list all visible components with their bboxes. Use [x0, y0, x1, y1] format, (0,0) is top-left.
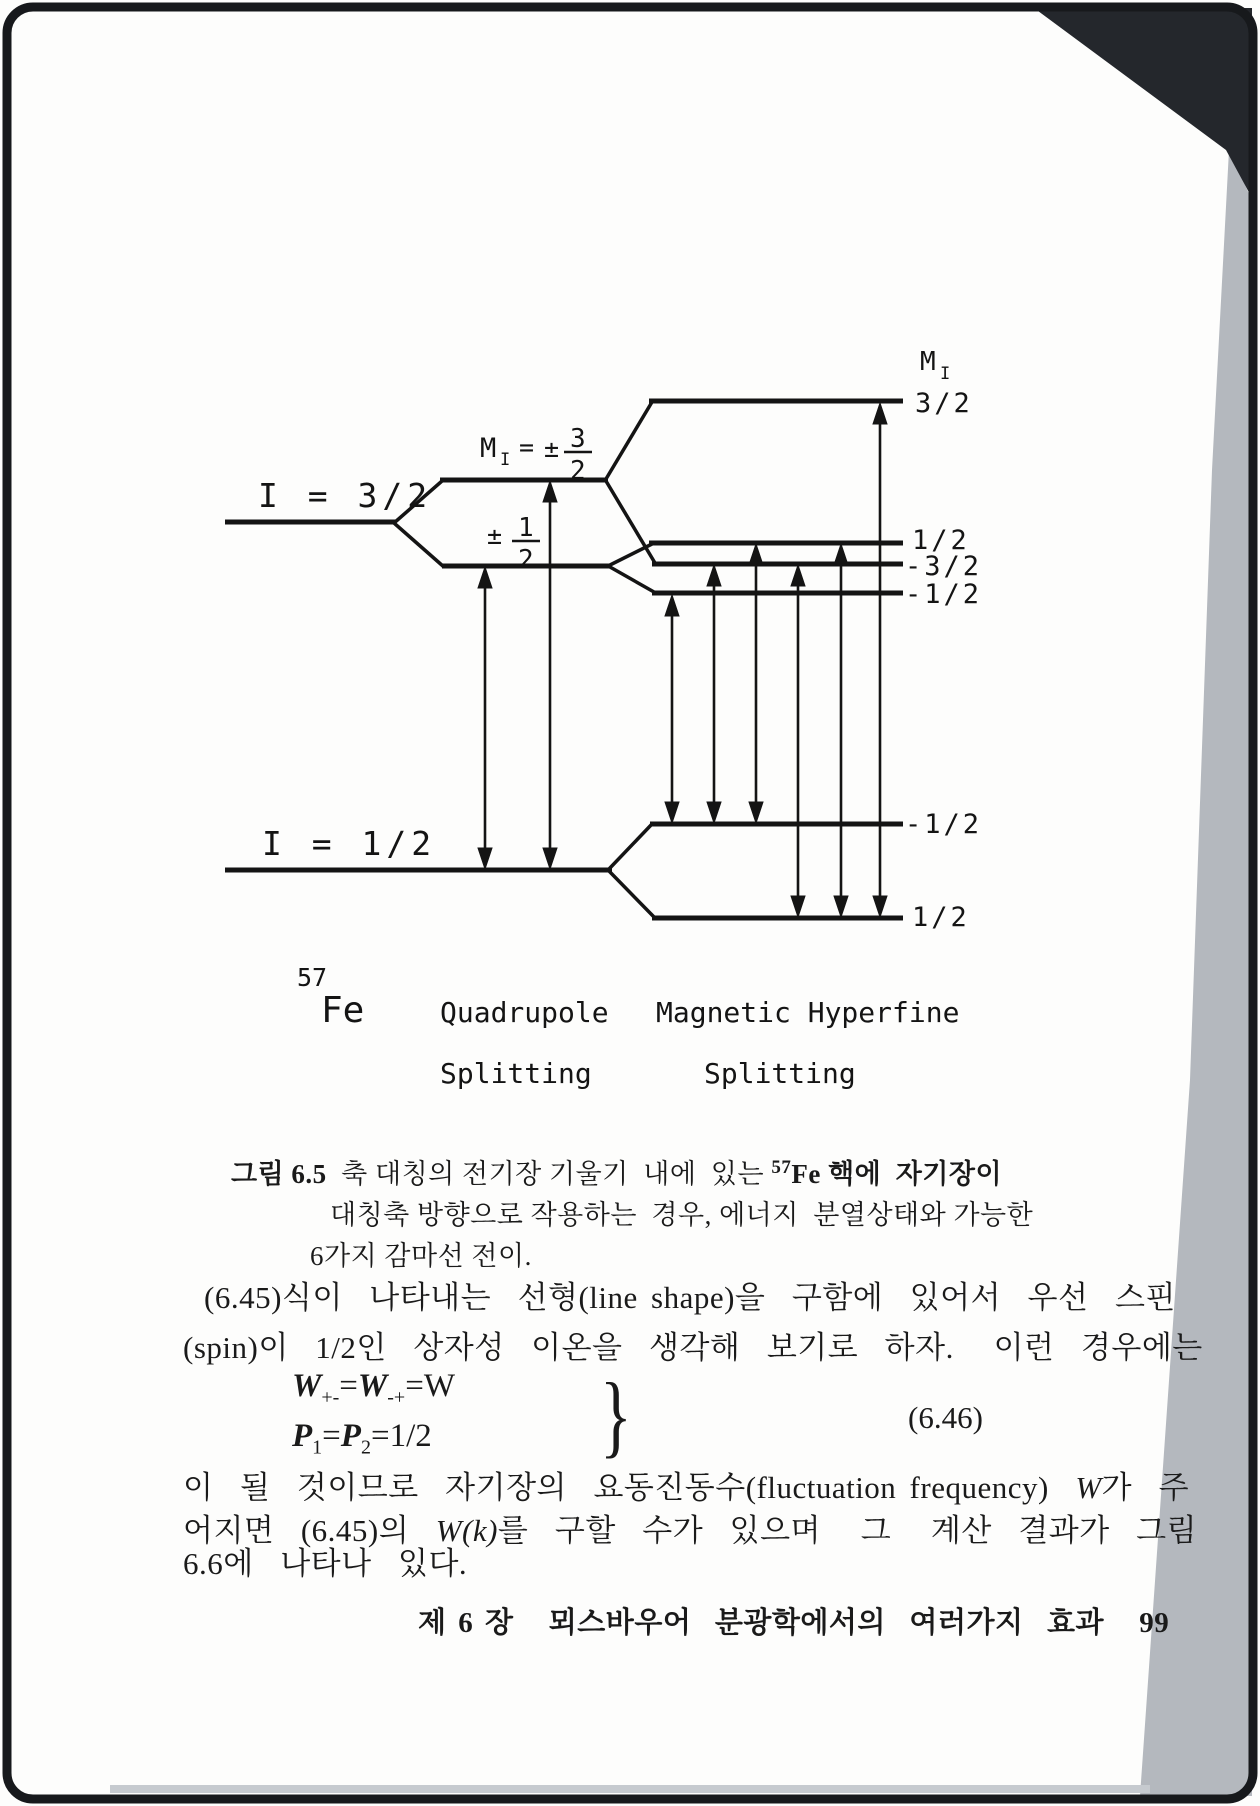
svg-text:=: = — [519, 433, 535, 462]
figure-caption-line3: 6가지 감마선 전이. — [310, 1241, 532, 1271]
variable-wk: W(k) — [435, 1513, 498, 1548]
svg-text:1: 1 — [518, 513, 534, 543]
svg-text:I: I — [500, 450, 511, 470]
equation-line2: $P_1=P_2=1/2$ — [292, 1418, 432, 1459]
mi-header-subscript: I — [940, 364, 951, 384]
ground-spin-label: I = 1/2 — [262, 824, 437, 863]
svg-text:2: 2 — [570, 456, 586, 486]
svg-text:M: M — [480, 433, 497, 464]
quadrupole-caption-line1: Quadrupole — [440, 996, 609, 1029]
body-line5: 6.6에 나타나 있다. — [183, 1546, 468, 1581]
equation-number: (6.46) — [908, 1400, 983, 1435]
svg-text:2: 2 — [518, 545, 534, 575]
ground-label-neg1-2: -1/2 — [905, 809, 983, 840]
svg-text:±: ± — [487, 521, 503, 550]
figure-caption-line1: 그림 6.5 축 대칭의 전기장 기울기 내에 있는 $^{57}$Fe 핵에 자기장이 — [231, 1157, 1003, 1189]
level-label-3-2: 3/2 — [915, 388, 973, 419]
body-line3: 이 될 것이므로 자기장의 요동진동수(fluctuation frequency) W가 주 — [183, 1470, 1190, 1505]
body-line4: 어지면 (6.45)의 W(k)를 구할 수가 있으며 그 계산 결과가 그림 — [183, 1513, 1198, 1548]
body-line1: (6.45)식이 나타내는 선형(line shape)을 구함에 있어서 우선 스핀 — [204, 1280, 1176, 1315]
page-footer: 제 6 장 뫼스바우어 분광학에서의 여러가지 효과 99 — [418, 1607, 1170, 1639]
level-label-neg1-2: -1/2 — [905, 579, 983, 610]
caption-isotope-sup: 57 — [771, 1157, 792, 1178]
mi-header: M — [920, 347, 936, 377]
level-label-neg3-2: -3/2 — [905, 551, 983, 582]
level-label-1-2: 1/2 — [912, 525, 970, 556]
svg-text:±: ± — [544, 434, 560, 463]
isotope-symbol: Fe — [321, 990, 365, 1031]
magnetic-caption-line1: Magnetic Hyperfine — [656, 996, 960, 1029]
isotope-mass-number: 57 — [297, 963, 328, 992]
figure-number: 그림 6.5 — [231, 1159, 327, 1189]
equation-line1: $W_{+-}=W_{-+}=W$ — [292, 1368, 455, 1409]
magnetic-caption-line2: Splitting — [704, 1057, 856, 1090]
equation-brace: } — [600, 1364, 632, 1466]
ground-label-1-2: 1/2 — [912, 902, 970, 933]
quadrupole-caption-line2: Splitting — [440, 1057, 592, 1090]
svg-text:3: 3 — [570, 424, 586, 454]
body-line2: (spin)이 1/2인 상자성 이온을 생각해 보기로 하자. 이런 경우에는 — [183, 1330, 1203, 1365]
figure-caption-line2: 대칭축 방향으로 작용하는 경우, 에너지 분열상태와 가능한 — [330, 1200, 1034, 1230]
quad-upper-label — [480, 424, 592, 486]
excited-spin-label: I = 3/2 — [258, 476, 433, 515]
variable-w: W — [1075, 1470, 1102, 1505]
